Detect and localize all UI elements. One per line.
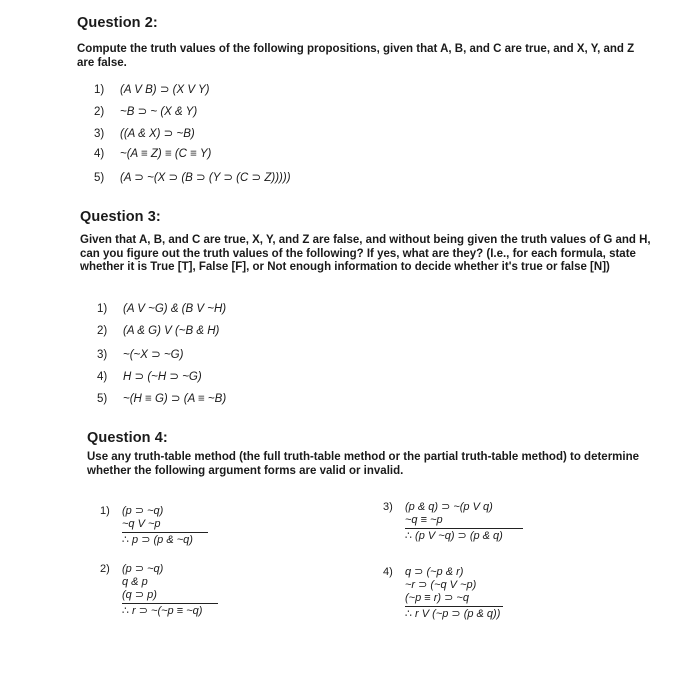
argument-3: [383, 501, 543, 553]
question-4-instruction: Use any truth-table method (the full truth-table method or the partial truth-table method) to determine whether the following argument forms are valid or invalid.: [87, 451, 640, 477]
proposition: (A V ~G) & (B V ~H): [123, 303, 227, 315]
premise: (~p ≡ r) ⊃ ~q: [405, 592, 469, 604]
argument-number: 3): [383, 501, 393, 513]
premise: ~r ⊃ (~q V ~p): [405, 579, 477, 591]
question-2-list: [94, 82, 291, 192]
conclusion: ∴ r V (~p ⊃ (p & q)): [405, 608, 501, 620]
list-item: [97, 391, 226, 413]
conclusion-divider: [122, 603, 218, 604]
list-item: [94, 148, 291, 170]
list-item: [94, 104, 291, 126]
premise: q & p: [122, 576, 148, 588]
proposition: (A V B) ⊃ (X V Y): [120, 84, 210, 96]
list-item: [94, 170, 291, 192]
premise: ~q V ~p: [122, 518, 161, 530]
conclusion-divider: [122, 532, 208, 533]
conclusion: ∴ r ⊃ ~(~p ≡ ~q): [122, 605, 203, 617]
conclusion-divider: [405, 528, 523, 529]
premise: (p ⊃ ~q): [122, 563, 164, 575]
item-number: 4): [94, 148, 105, 160]
argument-4: [383, 566, 553, 632]
premise: (p & q) ⊃ ~(p V q): [405, 501, 493, 513]
argument-1: [100, 505, 220, 557]
list-item: [97, 303, 226, 325]
item-number: 5): [97, 393, 108, 405]
question-3-title: Question 3:: [80, 209, 161, 225]
proposition: (A ⊃ ~(X ⊃ (B ⊃ (Y ⊃ (C ⊃ Z))))): [120, 172, 291, 184]
argument-number: 1): [100, 505, 110, 517]
question-3-list: [97, 303, 226, 413]
conclusion: ∴ p ⊃ (p & ~q): [122, 534, 193, 546]
item-number: 3): [97, 349, 108, 361]
argument-number: 4): [383, 566, 393, 578]
item-number: 1): [97, 303, 108, 315]
argument-number: 2): [100, 563, 110, 575]
conclusion-divider: [405, 606, 503, 607]
list-item: [97, 325, 226, 347]
list-item: [97, 369, 226, 391]
proposition: ~B ⊃ ~ (X & Y): [120, 106, 198, 118]
item-number: 4): [97, 371, 108, 383]
question-4-title: Question 4:: [87, 430, 168, 446]
item-number: 5): [94, 172, 105, 184]
premise: ~q ≡ ~p: [405, 514, 443, 526]
proposition: ~(~X ⊃ ~G): [123, 349, 184, 361]
proposition: ((A & X) ⊃ ~B): [120, 128, 195, 140]
list-item: [94, 82, 291, 104]
argument-2: [100, 563, 260, 629]
conclusion: ∴ (p V ~q) ⊃ (p & q): [405, 530, 503, 542]
premise: q ⊃ (~p & r): [405, 566, 464, 578]
list-item: [94, 126, 291, 148]
proposition: (A & G) V (~B & H): [123, 325, 220, 337]
premise: (p ⊃ ~q): [122, 505, 164, 517]
item-number: 2): [97, 325, 108, 337]
item-number: 2): [94, 106, 105, 118]
proposition: ~(A ≡ Z) ≡ (C ≡ Y): [120, 148, 212, 160]
proposition: H ⊃ (~H ⊃ ~G): [123, 371, 202, 383]
question-2-instruction: Compute the truth values of the following propositions, given that A, B, and C are true, and X, Y, and Z are false.: [77, 43, 635, 69]
premise: (q ⊃ p): [122, 589, 157, 601]
item-number: 1): [94, 84, 105, 96]
question-3-instruction: Given that A, B, and C are true, X, Y, and Z are false, and without being given the truth values of G and H, can you figure out the truth values of the following? If yes, what are they? (I.e., for each formula, state whether it is True [T], False [F], or Not enough information to decide whether it's true or false [N]): [80, 234, 651, 273]
question-2-title: Question 2:: [77, 15, 158, 31]
list-item: [97, 347, 226, 369]
item-number: 3): [94, 128, 105, 140]
proposition: ~(H ≡ G) ⊃ (A ≡ ~B): [123, 393, 227, 405]
